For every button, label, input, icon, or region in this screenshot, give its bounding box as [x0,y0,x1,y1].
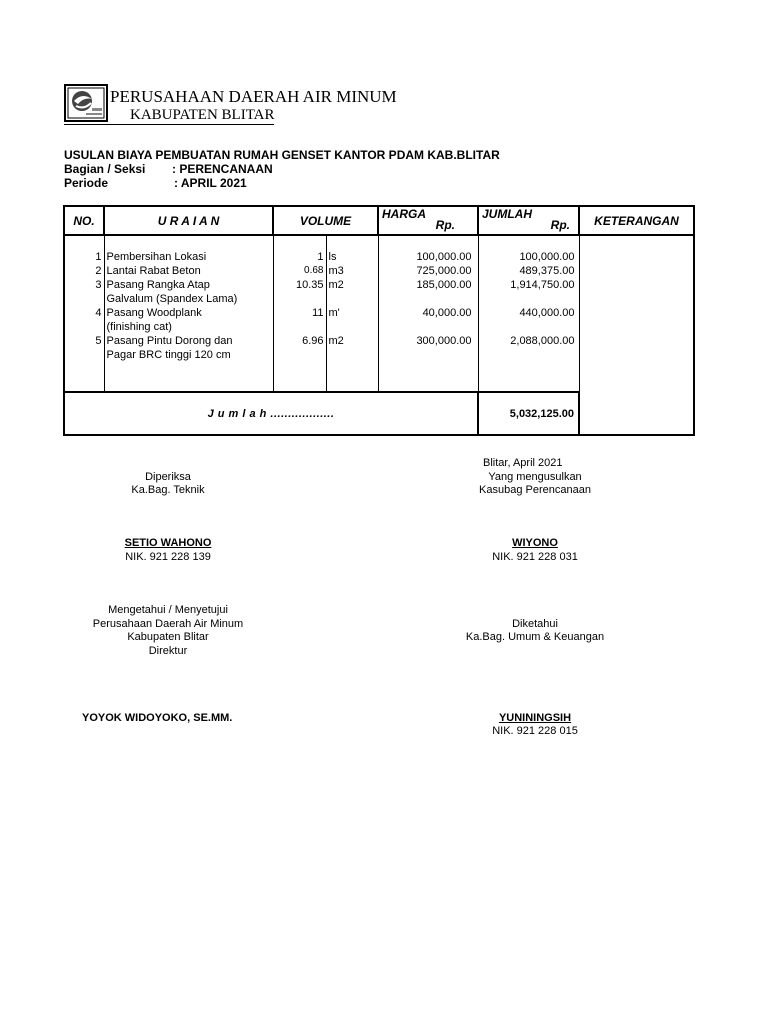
signatory-nik-4: NIK. 921 228 015 [492,725,578,737]
row-vol: 10.35 [295,279,324,291]
row-unit: m2 [328,335,344,347]
direktur-label: Direktur [148,645,188,657]
place-date: Blitar, April 2021 [483,457,563,469]
row-jumlah: 440,000.00 [519,307,575,319]
kabupaten-label: Kabupaten Blitar [127,631,209,643]
cost-table [63,205,695,436]
unit-column [326,235,378,392]
pdam-label: Perusahaan Daerah Air Minum [92,618,244,630]
total-value: 5,032,125.00 [478,392,579,435]
row-no: 5 [95,335,102,347]
table-header-row [64,206,694,235]
signatory-name-1: SETIO WAHONO [124,537,212,549]
col-jumlah-header [478,206,579,235]
signatory-name-4: YUNININGSIH [498,712,572,724]
signatory-nik-1: NIK. 921 228 139 [125,551,211,563]
row-desc: Pasang Woodplank [106,307,202,319]
row-desc: Pasang Pintu Dorong dan [106,335,233,347]
row-desc: Pembersihan Lokasi [106,251,207,263]
row-harga: 300,000.00 [416,335,472,347]
row-desc-cont: Pagar BRC tinggi 120 cm [106,349,231,361]
row-harga: 185,000.00 [416,279,472,291]
periode-value: : APRIL 2021 [174,176,247,190]
row-jumlah: 489,375.00 [519,265,575,277]
row-unit: m3 [328,265,344,277]
row-jumlah: 1,914,750.00 [510,279,575,291]
row-unit: m' [328,307,340,319]
row-harga: 40,000.00 [422,307,472,319]
row-no: 1 [95,251,102,263]
total-label: J u m l a h .................. [64,392,478,435]
kabag-teknik-label: Ka.Bag. Teknik [131,484,205,496]
row-jumlah: 100,000.00 [519,251,575,263]
jumlah-rp-label: Rp. [550,218,570,232]
row-unit: m2 [328,279,344,291]
col-volume-header: VOLUME [273,206,378,235]
col-uraian-header: U R A I A N [104,206,273,235]
col-harga-header [378,206,478,235]
harga-column [378,235,478,392]
volume-column [273,235,326,392]
row-no: 4 [95,307,102,319]
jumlah-label: JUMLAH [482,207,532,221]
col-no-header: NO. [64,206,104,235]
mengetahui-label: Mengetahui / Menyetujui [108,604,228,616]
kasubag-label: Kasubag Perencanaan [479,484,591,496]
table-body-row [64,235,694,392]
harga-rp-label: Rp. [435,218,455,232]
row-jumlah: 2,088,000.00 [510,335,575,347]
row-no: 3 [95,279,102,291]
row-unit: ls [328,251,337,263]
row-harga: 725,000.00 [416,265,472,277]
row-desc: Pasang Rangka Atap [106,279,210,291]
pdam-logo [64,84,108,122]
letterhead-divider [64,124,274,125]
uraian-column [104,235,273,392]
row-vol: 0.68 [304,265,324,276]
row-desc-cont: (finishing cat) [106,321,172,333]
signatory-nik-2: NIK. 921 228 031 [492,551,578,563]
row-desc: Lantai Rabat Beton [106,265,201,277]
row-vol: 11 [312,307,324,319]
row-vol: 1 [317,251,324,263]
row-harga: 100,000.00 [416,251,472,263]
jumlah-column [478,235,579,392]
bagian-label: Bagian / Seksi [64,162,146,176]
diketahui-label: Diketahui [512,618,558,630]
keterangan-column [579,235,694,435]
diperiksa-label: Diperiksa [145,471,191,483]
row-desc-cont: Galvalum (Spandex Lama) [106,293,238,305]
row-no: 2 [95,265,102,277]
yang-mengusulkan-label: Yang mengusulkan [488,471,582,483]
kabag-umum-label: Ka.Bag. Umum & Keuangan [465,631,605,643]
periode-label: Periode [64,176,109,190]
bagian-value: : PERENCANAAN [172,162,273,176]
row-vol: 6.96 [302,335,324,347]
col-keterangan-header: KETERANGAN [579,206,694,235]
no-column [64,235,104,392]
regency-name: KABUPATEN BLITAR [130,107,275,123]
harga-label: HARGA [382,207,426,221]
signatory-name-3: YOYOK WIDOYOKO, SE.MM. [82,712,233,724]
document-title: USULAN BIAYA PEMBUATAN RUMAH GENSET KANTOR PDAM KAB.BLITAR [64,148,500,162]
company-name: PERUSAHAAN DAERAH AIR MINUM [110,87,397,106]
logo-emblem-icon [66,86,106,120]
signatory-name-2: WIYONO [512,537,558,549]
